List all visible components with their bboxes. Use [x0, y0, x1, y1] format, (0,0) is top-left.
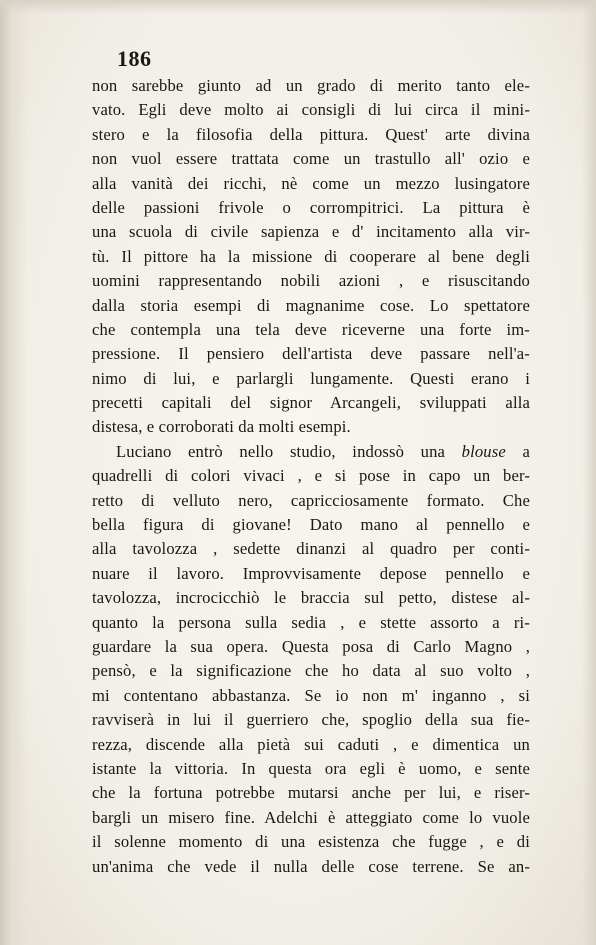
text-line: nuare il lavoro. Improvvisamente depose pennello e [92, 563, 530, 583]
text-line: precetti capitali del signor Arcangeli, sviluppati alla [92, 393, 530, 413]
text-line: bargli un misero fine. Adelchi è atteggiato come lo vuole [92, 807, 530, 827]
text-line: delle passioni frivole o corrompitrici. La pittura è [92, 197, 530, 217]
text-line: quanto la persona sulla sedia , e stette assorto a ri- [92, 612, 530, 632]
text-line: alla vanità dei ricchi, nè come un mezzo lusingatore [92, 173, 530, 193]
text-line: stero e la filosofia della pittura. Quest' arte divina [92, 124, 530, 144]
text-line: ravviserà in lui il guerriero che, spoglio della sua fie- [92, 710, 530, 730]
text-line: che la fortuna potrebbe mutarsi anche per lui, e riser- [92, 783, 530, 803]
text-line: che contempla una tela deve riceverne una forte im- [92, 319, 530, 339]
text-line: il solenne momento di una esistenza che fugge , e di [92, 832, 530, 852]
page-shadow-left [0, 0, 28, 945]
page-shadow-top [0, 0, 596, 14]
text-line: retto di velluto nero, capricciosamente formato. Che [92, 490, 530, 510]
page-number: 186 [117, 46, 152, 71]
text-line: mi contentano abbastanza. Se io non m' inganno , si [92, 685, 530, 705]
text-line: pensò, e la significazione che ho data al suo volto , [92, 661, 530, 681]
text-line: bella figura di giovane! Dato mano al pennello e [92, 515, 530, 535]
text-line: vato. Egli deve molto ai consigli di lui circa il mini- [92, 100, 530, 120]
text-line: uomini rappresentando nobili azioni , e risuscitando [92, 271, 530, 291]
text-line: dalla storia esempi di magnanime cose. Lo spettatore [92, 295, 530, 315]
paragraph-end-line: distesa, e corroborati da molti esempi. [92, 417, 351, 437]
text-line: non vuol essere trattata come un trastullo all' ozio e [92, 149, 530, 169]
text-line: rezza, discende alla pietà sui caduti , e dimentica un [92, 734, 530, 754]
text-line: pressione. Il pensiero dell'artista deve passare nell'a- [92, 344, 530, 364]
page-shadow-right [582, 0, 596, 945]
text-line: una scuola di civile sapienza e d' incitamento alla vir- [92, 222, 530, 242]
text-line: non sarebbe giunto ad un grado di merito tanto ele- [92, 76, 530, 95]
text-line: alla tavolozza , sedette dinanzi al quadro per conti- [92, 539, 530, 559]
text-line: istante la vittoria. In questa ora egli è uomo, e sente [92, 758, 530, 778]
text-line: nimo di lui, e parlargli lungamente. Questi erano i [92, 368, 530, 388]
text-line: quadrelli di colori vivaci , e si pose in capo un ber- [92, 466, 530, 486]
italic-word: blouse [461, 441, 506, 461]
paragraph-start-line: Luciano entrò nello studio, indossò una blouse a [116, 441, 530, 461]
text-line: tù. Il pittore ha la missione di cooperare al bene degli [92, 246, 530, 266]
text-line: un'anima che vede il nulla delle cose terrene. Se an- [92, 856, 530, 876]
text-line: guardare la sua opera. Questa posa di Carlo Magno , [92, 636, 530, 656]
body-text [92, 74, 530, 879]
text-line: tavolozza, incrocicchiò le braccia sul petto, distese al- [92, 588, 530, 608]
